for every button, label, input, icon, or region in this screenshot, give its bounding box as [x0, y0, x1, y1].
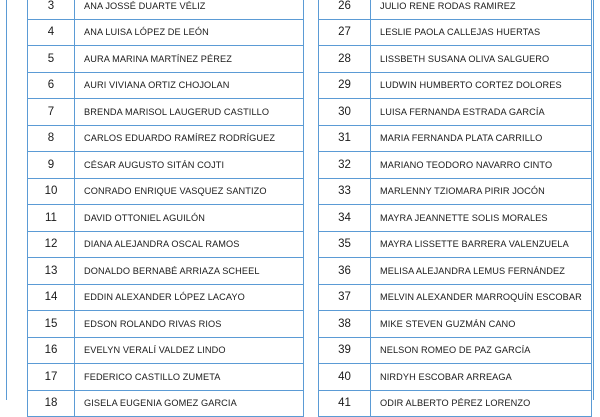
roster-table-left [27, 0, 304, 417]
table-row [319, 178, 592, 205]
table-row [28, 284, 304, 311]
table-row [28, 72, 304, 99]
roster-table-body [28, 0, 304, 417]
row-number: 28 [319, 46, 371, 73]
table-row [28, 178, 304, 205]
row-number: 33 [319, 178, 371, 205]
student-name: MELISA ALEJANDRA LEMUS FERNÁNDEZ [371, 258, 592, 285]
table-row [28, 231, 304, 258]
student-name: EDDIN ALEXANDER LÓPEZ LACAYO [75, 284, 304, 311]
table-row [28, 152, 304, 179]
page-edge-line [6, 0, 7, 400]
student-name: LESLIE PAOLA CALLEJAS HUERTAS [371, 19, 592, 46]
table-row [319, 337, 592, 364]
table-row [28, 125, 304, 152]
row-number: 10 [28, 178, 75, 205]
table-row [28, 205, 304, 232]
table-row [319, 19, 592, 46]
row-number: 3 [28, 0, 75, 19]
row-number: 12 [28, 231, 75, 258]
student-name: ODIR ALBERTO PÉREZ LORENZO [371, 390, 592, 417]
table-row [319, 46, 592, 73]
student-name: AURA MARINA MARTÍNEZ PÉREZ [75, 46, 304, 73]
table-row [319, 99, 592, 126]
table-row [319, 364, 592, 391]
row-number: 39 [319, 337, 371, 364]
row-number: 36 [319, 258, 371, 285]
row-number: 17 [28, 364, 75, 391]
table-row [28, 364, 304, 391]
row-number: 14 [28, 284, 75, 311]
student-name: MAYRA JEANNETTE SOLIS MORALES [371, 205, 592, 232]
table-row [319, 152, 592, 179]
table-row [319, 125, 592, 152]
student-name: NIRDYH ESCOBAR ARREAGA [371, 364, 592, 391]
student-name: MARLENNY TZIOMARA PIRIR JOCÓN [371, 178, 592, 205]
row-number: 34 [319, 205, 371, 232]
row-number: 11 [28, 205, 75, 232]
table-row [319, 284, 592, 311]
student-name: GISELA EUGENIA GOMEZ GARCIA [75, 390, 304, 417]
row-number: 27 [319, 19, 371, 46]
student-name: LUDWIN HUMBERTO CORTEZ DOLORES [371, 72, 592, 99]
student-name: BRENDA MARISOL LAUGERUD CASTILLO [75, 99, 304, 126]
student-name: EDSON ROLANDO RIVAS RIOS [75, 311, 304, 338]
row-number: 16 [28, 337, 75, 364]
student-name: DIANA ALEJANDRA OSCAL RAMOS [75, 231, 304, 258]
row-number: 6 [28, 72, 75, 99]
table-row [28, 0, 304, 19]
row-number: 7 [28, 99, 75, 126]
student-name: JULIO RENE RODAS RAMIREZ [371, 0, 592, 19]
student-name: DAVID OTTONIEL AGUILÓN [75, 205, 304, 232]
row-number: 40 [319, 364, 371, 391]
table-row [319, 311, 592, 338]
row-number: 32 [319, 152, 371, 179]
student-name: ANA JOSSÉ DUARTE VÉLIZ [75, 0, 304, 19]
row-number: 13 [28, 258, 75, 285]
student-name: EVELYN VERALÍ VALDEZ LINDO [75, 337, 304, 364]
row-number: 30 [319, 99, 371, 126]
table-row [28, 258, 304, 285]
row-number: 37 [319, 284, 371, 311]
row-number: 9 [28, 152, 75, 179]
row-number: 38 [319, 311, 371, 338]
row-number: 41 [319, 390, 371, 417]
table-row [28, 390, 304, 417]
roster-table-body [319, 0, 592, 417]
table-row [28, 99, 304, 126]
row-number: 5 [28, 46, 75, 73]
student-name: AURI VIVIANA ORTIZ CHOJOLAN [75, 72, 304, 99]
table-row [28, 337, 304, 364]
student-name: MARIANO TEODORO NAVARRO CINTO [371, 152, 592, 179]
student-name: CARLOS EDUARDO RAMÍREZ RODRÍGUEZ [75, 125, 304, 152]
student-name: CÉSAR AUGUSTO SITÁN COJTI [75, 152, 304, 179]
row-number: 35 [319, 231, 371, 258]
table-row [319, 258, 592, 285]
student-name: MELVIN ALEXANDER MARROQUÍN ESCOBAR [371, 284, 592, 311]
row-number: 4 [28, 19, 75, 46]
student-name: DONALDO BERNABÉ ARRIAZA SCHEEL [75, 258, 304, 285]
student-name: MIKE STEVEN GUZMÁN CANO [371, 311, 592, 338]
row-number: 26 [319, 0, 371, 19]
table-row [319, 205, 592, 232]
student-name: CONRADO ENRIQUE VASQUEZ SANTIZO [75, 178, 304, 205]
student-name: LISSBETH SUSANA OLIVA SALGUERO [371, 46, 592, 73]
roster-table-right [318, 0, 592, 417]
student-name: ANA LUISA LÓPEZ DE LEÓN [75, 19, 304, 46]
table-row [319, 390, 592, 417]
row-number: 29 [319, 72, 371, 99]
student-name: LUISA FERNANDA ESTRADA GARCÍA [371, 99, 592, 126]
student-name: MARIA FERNANDA PLATA CARRILLO [371, 125, 592, 152]
row-number: 18 [28, 390, 75, 417]
student-name: FEDERICO CASTILLO ZUMETA [75, 364, 304, 391]
table-row [28, 311, 304, 338]
row-number: 31 [319, 125, 371, 152]
row-number: 15 [28, 311, 75, 338]
table-row [319, 231, 592, 258]
table-row [28, 46, 304, 73]
table-row [319, 0, 592, 19]
row-number: 8 [28, 125, 75, 152]
student-name: MAYRA LISSETTE BARRERA VALENZUELA [371, 231, 592, 258]
table-row [28, 19, 304, 46]
table-row [319, 72, 592, 99]
page-edge-line [593, 0, 594, 400]
student-name: NELSON ROMEO DE PAZ GARCÍA [371, 337, 592, 364]
